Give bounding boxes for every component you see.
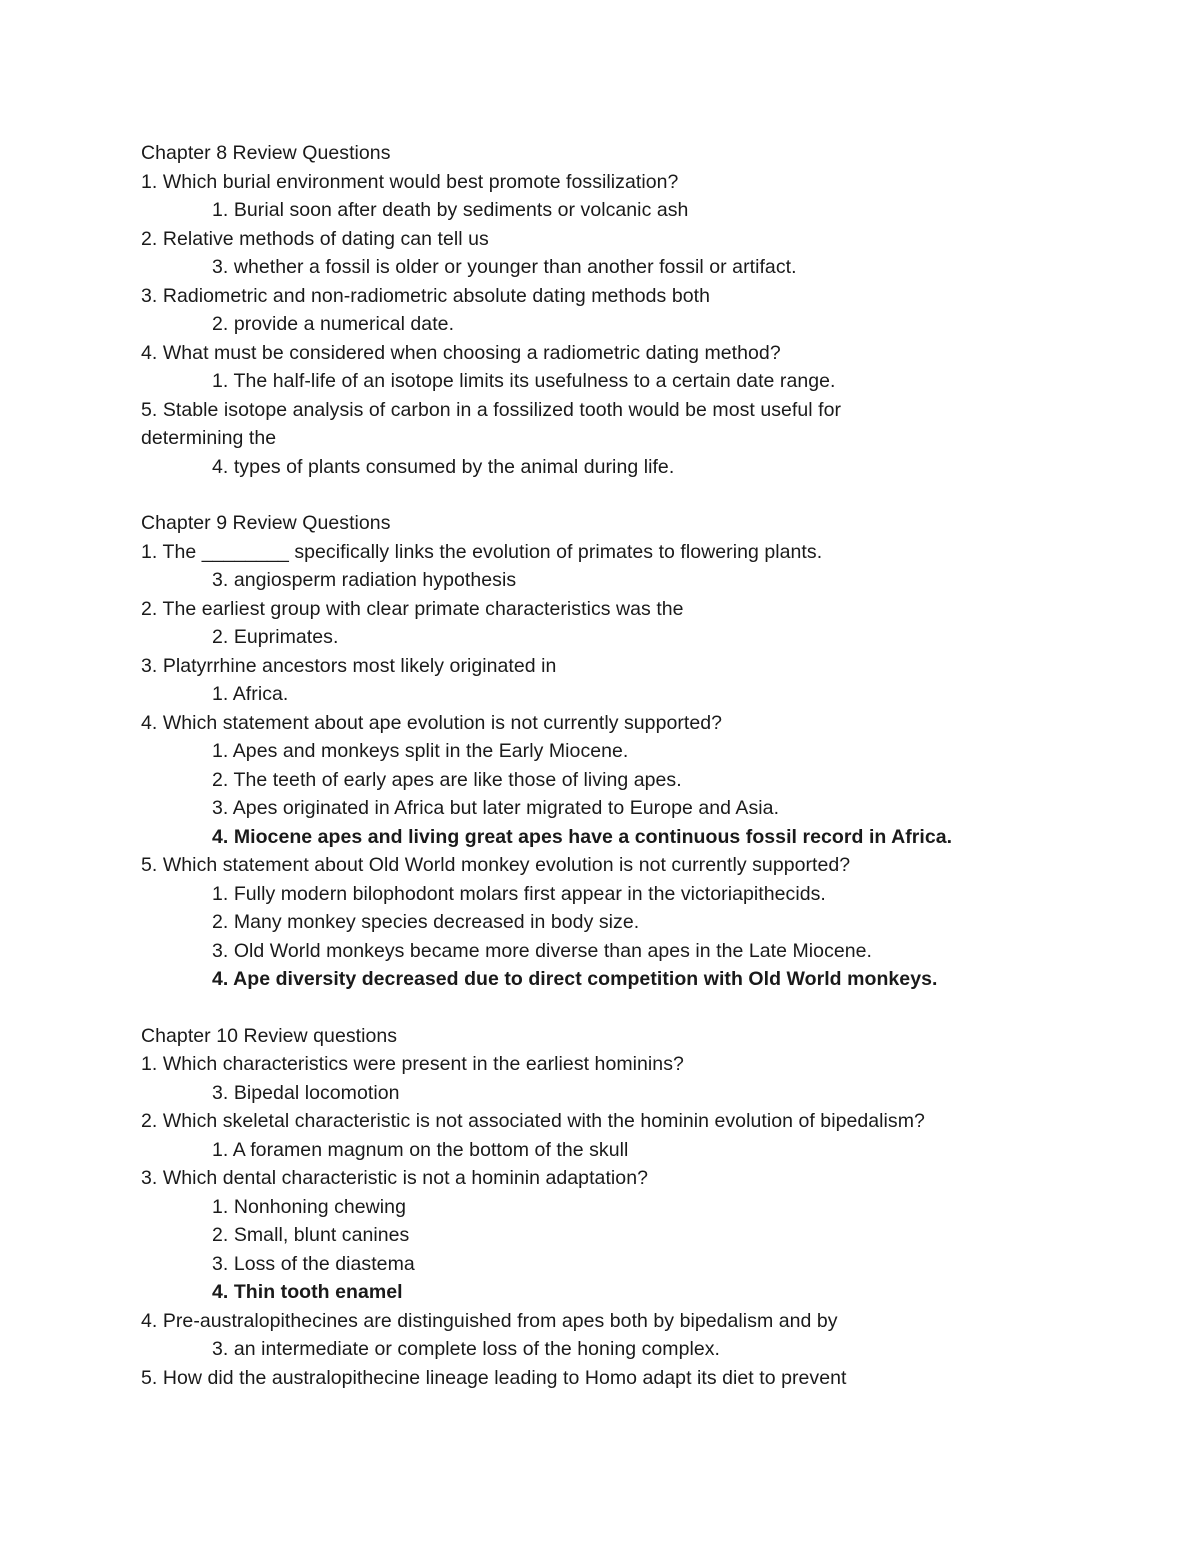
chapter-9-heading: Chapter 9 Review Questions bbox=[141, 512, 391, 534]
chapter-8-heading: Chapter 8 Review Questions bbox=[141, 142, 391, 164]
answer: 3. an intermediate or complete loss of the honing complex. bbox=[212, 1338, 721, 1360]
answer-option: 3. Loss of the diastema bbox=[212, 1252, 415, 1275]
answer: 1. Burial soon after death by sediments or volcanic ash bbox=[212, 199, 689, 221]
question: 3. Which dental characteristic is not a hominin adaptation? bbox=[141, 1167, 648, 1189]
selected-answer: 4. Ape diversity decreased due to direct competition with Old World monkeys. bbox=[212, 968, 938, 990]
answer: 4. types of plants consumed by the animal during life. bbox=[212, 455, 675, 478]
chapter-10-section bbox=[141, 1022, 1081, 1393]
section-gap bbox=[141, 481, 1081, 509]
question-continuation: determining the bbox=[141, 427, 277, 449]
question: 1. Which characteristics were present in the earliest hominins? bbox=[141, 1053, 684, 1075]
answer: 1. Africa. bbox=[212, 683, 289, 705]
answer: 1. The half-life of an isotope limits its usefulness to a certain date range. bbox=[212, 370, 836, 392]
question: 3. Radiometric and non-radiometric absolute dating methods both bbox=[141, 284, 710, 307]
chapter-10-heading: Chapter 10 Review questions bbox=[141, 1024, 398, 1047]
question: 5. Stable isotope analysis of carbon in a fossilized tooth would be most useful for bbox=[141, 398, 842, 421]
answer: 2. Euprimates. bbox=[212, 626, 339, 648]
chapter-8-section bbox=[141, 139, 1081, 481]
answer: 3. Bipedal locomotion bbox=[212, 1081, 400, 1104]
answer: 1. A foramen magnum on the bottom of the skull bbox=[212, 1138, 629, 1161]
question: 2. The earliest group with clear primate characteristics was the bbox=[141, 597, 684, 620]
answer-option: 2. The teeth of early apes are like those of living apes. bbox=[212, 768, 682, 791]
answer: 2. provide a numerical date. bbox=[212, 313, 455, 335]
answer: 3. whether a fossil is older or younger than another fossil or artifact. bbox=[212, 256, 797, 278]
question: 1. Which burial environment would best promote fossilization? bbox=[141, 170, 679, 193]
answer-option: 1. Nonhoning chewing bbox=[212, 1195, 406, 1218]
question: 2. Which skeletal characteristic is not associated with the hominin evolution of bipedalism? bbox=[141, 1110, 925, 1132]
selected-answer: 4. Thin tooth enamel bbox=[212, 1281, 403, 1303]
question: 3. Platyrrhine ancestors most likely originated in bbox=[141, 654, 557, 677]
answer-option: 2. Many monkey species decreased in body size. bbox=[212, 911, 640, 933]
question: 4. Pre-australopithecines are distinguished from apes both by bipedalism and by bbox=[141, 1309, 838, 1332]
answer-option: 3. Apes originated in Africa but later migrated to Europe and Asia. bbox=[212, 797, 780, 819]
selected-answer: 4. Miocene apes and living great apes have a continuous fossil record in Africa. bbox=[212, 825, 953, 848]
question: 5. Which statement about Old World monkey evolution is not currently supported? bbox=[141, 854, 851, 876]
answer-option: 1. Apes and monkeys split in the Early Miocene. bbox=[212, 740, 629, 762]
chapter-9-section bbox=[141, 509, 1081, 994]
answer-option: 3. Old World monkeys became more diverse than apes in the Late Miocene. bbox=[212, 939, 873, 962]
question: 4. Which statement about ape evolution is not currently supported? bbox=[141, 711, 723, 734]
question: 1. The ________ specifically links the evolution of primates to flowering plants. bbox=[141, 540, 823, 563]
answer-option: 1. Fully modern bilophodont molars first appear in the victoriapithecids. bbox=[212, 882, 826, 905]
question: 4. What must be considered when choosing a radiometric dating method? bbox=[141, 341, 781, 364]
question: 5. How did the australopithecine lineage leading to Homo adapt its diet to prevent bbox=[141, 1366, 847, 1389]
answer-option: 2. Small, blunt canines bbox=[212, 1224, 410, 1246]
document-page bbox=[141, 139, 1081, 1392]
question: 2. Relative methods of dating can tell us bbox=[141, 227, 489, 250]
section-gap bbox=[141, 994, 1081, 1022]
answer: 3. angiosperm radiation hypothesis bbox=[212, 569, 517, 591]
